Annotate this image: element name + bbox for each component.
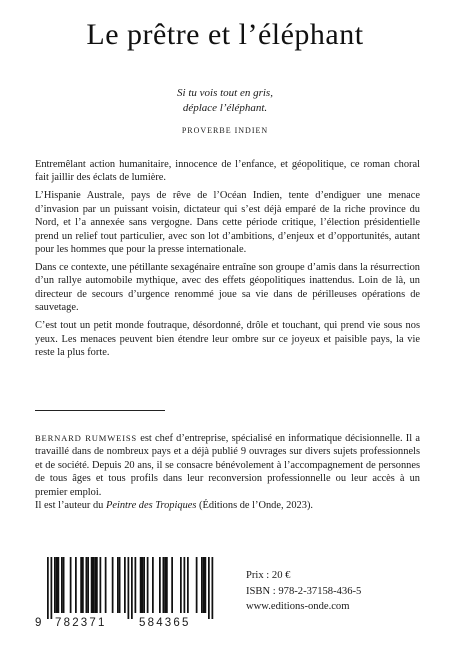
- summary-paragraph-2: L’Hispanie Australe, pays de rêve de l’Océan Indien, tente d’endiguer une menace d’invasion par un puissant voisin, dictateur qui s’est déjà emparé de la riche province du Nord, et l’a annexée sans vergogne. Dans cette période critique, l’élection présidentielle prend un relief tout particulier, avec son lot d’ambitions, d’enjeux et d’opportunités, autant pour les hommes que pour la presse internationale.: [35, 190, 420, 256]
- epigraph: [0, 86, 450, 116]
- barcode-bar: [58, 557, 60, 613]
- barcode-right-group: 584365: [139, 617, 191, 629]
- barcode-bar: [86, 557, 88, 613]
- barcode-bar: [152, 557, 154, 613]
- barcode-bar: [124, 557, 126, 613]
- author-other-work: [35, 499, 420, 512]
- author-bio-text: est chef d’entreprise, spécialisé en informatique décisionnelle. Il a travaillé dans de nombreux pays et a déjà publié 9 ouvrages sur divers sujets professionnels et de société. Depuis 20 ans, il se consacre bénévolement à l’accompagnement de personnes de tous âges et tous profils dans leur reconversion professionnelle ou leur accès à un premier emploi.: [35, 433, 420, 498]
- separator-line: [35, 410, 165, 411]
- barcode-bar: [201, 557, 203, 613]
- barcode-bar: [166, 557, 168, 613]
- barcode-bar: [105, 557, 107, 613]
- barcode-bar: [87, 557, 89, 613]
- barcode-bar: [163, 557, 165, 613]
- barcode-bar: [135, 557, 137, 613]
- barcode-bar: [208, 557, 210, 619]
- publication-info: [246, 568, 361, 615]
- barcode-bar: [203, 557, 205, 613]
- barcode-bar: [171, 557, 173, 613]
- barcode-bar: [70, 557, 72, 613]
- barcode-bar: [100, 557, 102, 613]
- barcode-bar: [164, 557, 166, 613]
- barcode-bar: [75, 557, 77, 613]
- barcode-bar: [196, 557, 198, 613]
- author-other-title: Peintre des Tropiques: [105, 500, 197, 512]
- summary-paragraph-4: C’est tout un petit monde foutraque, désordonné, drôle et touchant, qui prend vie sous nos yeux. Les menaces peuvent bien étendre leur ombre sur ce joyeux et paisible pays, la vie reste la plus forte.: [35, 320, 420, 359]
- barcode-bar: [128, 557, 130, 619]
- barcode-digits: [35, 617, 220, 633]
- website-link[interactable]: www.editions-onde.com: [246, 601, 350, 612]
- barcode-bar: [91, 557, 93, 613]
- barcode-bar: [96, 557, 98, 613]
- barcode-bar: [212, 557, 214, 619]
- barcode-bar: [94, 557, 96, 613]
- author-bio-paragraph: [35, 432, 420, 499]
- isbn: ISBN : 978-2-37158-436-5: [246, 585, 362, 597]
- author-bio: [35, 432, 420, 512]
- book-title: Le prêtre et l’éléphant: [86, 18, 364, 51]
- barcode-bar: [82, 557, 84, 613]
- author-name: BERNARD RUMWEISS: [35, 433, 138, 443]
- barcode-bar: [51, 557, 53, 619]
- epigraph-source: PROVERBE INDIEN: [181, 126, 269, 135]
- barcode-bar: [47, 557, 49, 619]
- barcode-bars: [35, 555, 220, 619]
- barcode-bar: [117, 557, 119, 613]
- barcode-bar: [54, 557, 56, 613]
- barcode-bar: [140, 557, 142, 613]
- barcode-bar: [143, 557, 145, 613]
- barcode-bar: [187, 557, 189, 613]
- barcode-bar: [56, 557, 58, 613]
- barcode-bar: [205, 557, 207, 613]
- barcode-bar: [131, 557, 133, 619]
- summary-paragraph-1: Entremêlant action humanitaire, innocence de l’enfance, et géopolitique, ce roman choral fait jaillir des éclats de lumière.: [35, 159, 420, 184]
- price: Prix : 20 €: [246, 570, 291, 581]
- barcode-bar: [112, 557, 114, 613]
- isbn-barcode: [35, 555, 220, 633]
- barcode-bar: [80, 557, 82, 613]
- barcode-bar: [159, 557, 161, 613]
- barcode-bar: [119, 557, 121, 613]
- barcode-bar: [142, 557, 144, 613]
- epigraph-line-1: Si tu vois tout en gris,: [177, 87, 273, 99]
- barcode-lead-digit: 9: [35, 617, 42, 629]
- barcode-bar: [63, 557, 65, 613]
- author-other-suffix: (Éditions de l’Onde, 2023).: [196, 500, 314, 512]
- barcode-left-group: 782371: [55, 617, 107, 629]
- barcode-bar: [147, 557, 149, 613]
- epigraph-line-2: déplace l’éléphant.: [182, 102, 268, 114]
- barcode-bar: [61, 557, 63, 613]
- summary-paragraph-3: Dans ce contexte, une pétillante sexagénaire entraîne son groupe d’amis dans la résurrection d’un rallye automobile mythique, avec des effets géopolitiques inattendus. Loin de là, un directeur de secours d’urgence renommé joue sa vie dans de périlleuses opérations de sauvetage.: [35, 262, 420, 314]
- barcode-bar: [184, 557, 186, 613]
- barcode-bar: [180, 557, 182, 613]
- barcode-bar: [93, 557, 95, 613]
- summary: [35, 158, 420, 364]
- author-other-prefix: Il est l’auteur du: [35, 500, 106, 512]
